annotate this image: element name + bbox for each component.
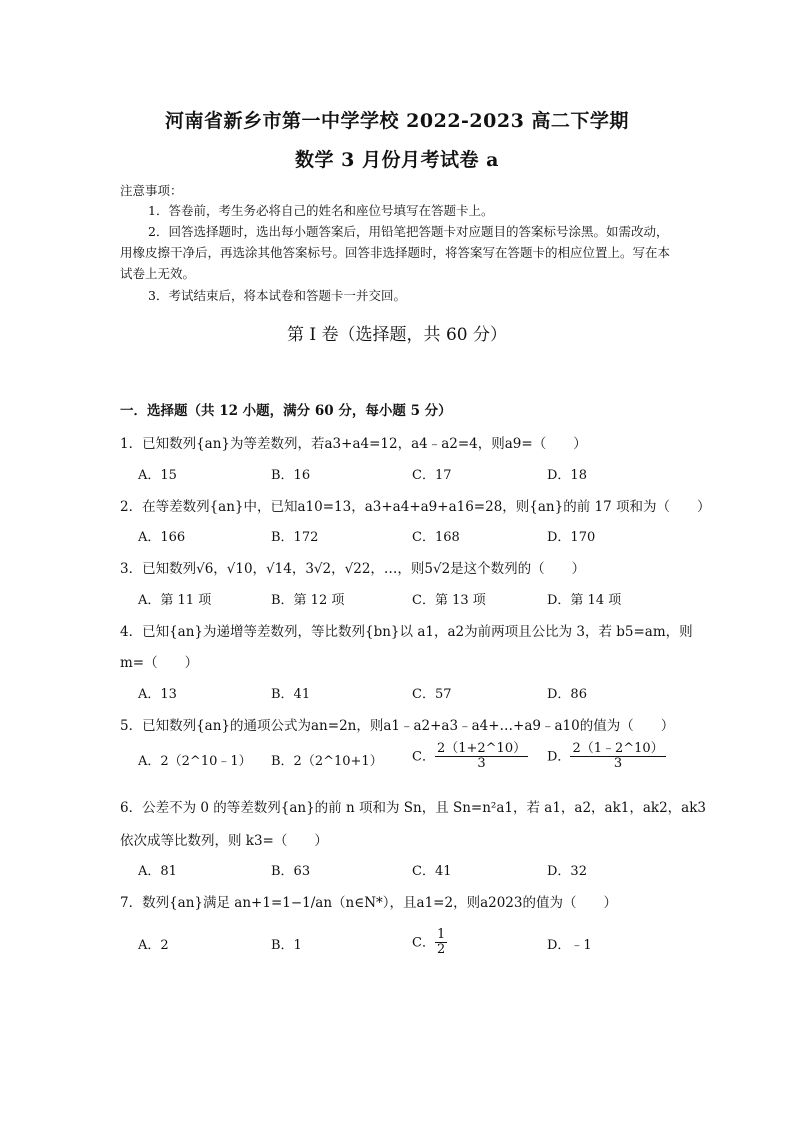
question-4 <box>120 620 693 640</box>
option-d: D． $\frac{2(1﹣2\^{}10)}{3}$ <box>547 741 664 772</box>
option-a: A．2（2^10﹣1） <box>138 754 252 769</box>
note-item-1: 1．答卷前，考生务必将自己的姓名和座位号填写在答题卡上。 <box>148 203 494 218</box>
option-a: A．13 <box>138 687 177 702</box>
question-5-text: 5．已知数列{an}的通项公式为an=2n，则a1﹣a2+a3﹣a4+…+a9﹣a10的值为（ ） <box>120 718 675 734</box>
option-a: A．2 <box>138 938 169 953</box>
question-5-options <box>138 742 698 778</box>
option-b: B．16 <box>271 468 311 483</box>
option-b: B．第 12 项 <box>271 593 345 608</box>
question-6-line1: 6．公差不为 0 的等差数列{an}的前 n 项和为 Sn，且 Sn=n²a1，若 a1，a2，ak1，ak2，ak3 <box>120 800 707 816</box>
question-7-options <box>138 928 698 964</box>
option-a: A．81 <box>138 864 177 879</box>
question-1-options <box>138 464 698 486</box>
option-c: C．第 13 项 <box>412 593 486 608</box>
option-b: B．41 <box>271 687 311 702</box>
question-4-line1: 4．已知{an}为递增等差数列，等比数列{bn}以 a1，a2为前两项且公比为 3，若 b5=am，则 <box>120 624 693 640</box>
option-a: A．第 11 项 <box>138 593 212 608</box>
exam-title-line1: 河南省新乡市第一中学学校 2022-2023 高二下学期 <box>165 110 629 132</box>
notes-heading: 注意事项： <box>120 183 183 198</box>
note-item-2: 2．回答选择题时，选出每小题答案后，用铅笔把答题卡对应题目的答案标号涂黑。如需改动，用橡皮擦干净后，再选涂其他答案标号。回答非选择题时，将答案写在答题卡的相应位置上。写在本试卷上无效。 <box>120 224 671 281</box>
note-item-3: 3．考试结束后，将本试卷和答题卡一并交回。 <box>148 288 406 303</box>
option-c: C．17 <box>412 468 452 483</box>
option-d: D．32 <box>547 864 587 879</box>
question-6 <box>120 796 706 816</box>
question-2-text: 2．在等差数列{an}中，已知a10=13，a3+a4+a9+a16=28，则{an}的前 17 项和为（ ） <box>120 499 711 515</box>
option-b: B．2（2^10+1） <box>271 754 383 769</box>
option-a: A．15 <box>138 468 177 483</box>
question-4-cont <box>120 651 198 671</box>
option-c: C．168 <box>412 530 460 545</box>
option-d: D．86 <box>547 687 587 702</box>
option-d: D．第 14 项 <box>547 593 622 608</box>
option-c: C．57 <box>412 687 452 702</box>
option-b: B．172 <box>271 530 319 545</box>
question-3-text: 3．已知数列√6，√10，√14，3√2，√22，…，则5√2是这个数列的（ ） <box>120 561 586 577</box>
question-6-options <box>138 860 698 882</box>
exam-title-line2: 数学 3 月份月考试卷 a <box>295 149 499 171</box>
option-c: C． $\frac{1}{2}$ <box>412 927 446 958</box>
question-4-options <box>138 683 698 705</box>
option-c: C．41 <box>412 864 452 879</box>
question-7-text: 7．数列{an}满足 an+1=1−1/an（n∈N*），且a1=2，则a2023的值为（ ） <box>120 895 617 911</box>
option-d: D．﹣1 <box>547 938 592 953</box>
option-b: B．1 <box>271 938 302 953</box>
option-c: C． $\frac{2(1+2\^{}10)}{3}$ <box>412 741 527 772</box>
option-d: D．170 <box>547 530 596 545</box>
option-d: D．18 <box>547 468 587 483</box>
question-4-line2: m=（ ） <box>120 655 199 671</box>
question-6-line2: 依次成等比数列，则 k3=（ ） <box>120 833 328 849</box>
question-1 <box>120 432 587 452</box>
question-3 <box>120 557 585 577</box>
option-b: B．63 <box>271 864 311 879</box>
question-6-cont <box>120 829 328 849</box>
section-title: 第 I 卷（选择题，共 60 分） <box>287 325 507 345</box>
question-5 <box>120 714 674 734</box>
question-2-options <box>138 526 698 548</box>
question-7 <box>120 891 617 911</box>
question-2 <box>120 495 710 515</box>
question-1-text: 1．已知数列{an}为等差数列，若a3+a4=12，a4﹣a2=4，则a9=（ ） <box>120 436 587 452</box>
option-a: A．166 <box>138 530 186 545</box>
option-c-fraction: $\frac{2(1+2\^{}10)}{3}$ <box>436 741 527 772</box>
option-c-fraction: $\frac{1}{2}$ <box>436 927 446 958</box>
question-3-options <box>138 589 698 611</box>
option-d-fraction: $\frac{2(1﹣2\^{}10)}{3}$ <box>572 741 664 772</box>
part-heading: 一．选择题（共 12 小题，满分 60 分，每小题 5 分） <box>120 403 452 419</box>
